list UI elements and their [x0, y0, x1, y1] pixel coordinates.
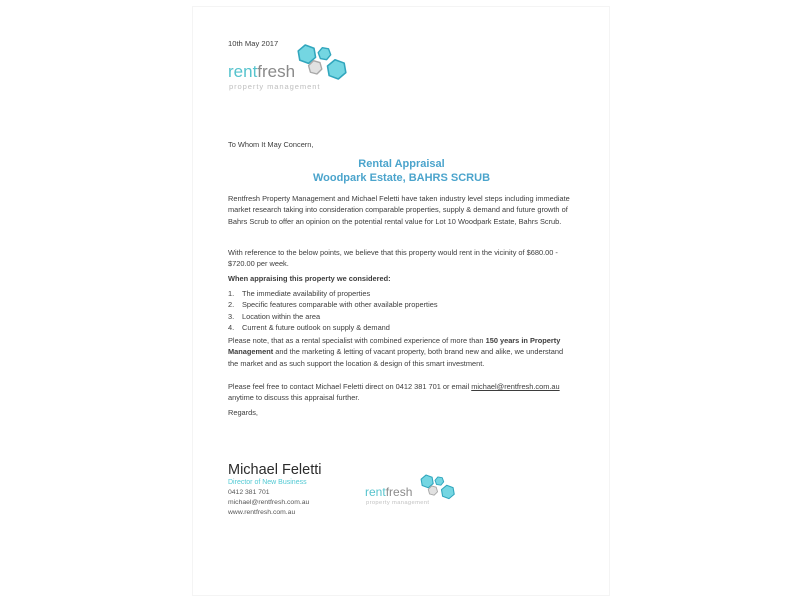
- contact-paragraph: [228, 381, 575, 404]
- list-item-1: [228, 288, 575, 299]
- appraisal-subtitle: Woodpark Estate, BAHRS SCRUB: [312, 171, 491, 184]
- list-item-2: [228, 299, 575, 310]
- intro-paragraph: Rentfresh Property Management and Michael Feletti have taken industry level steps including immediate market research taking into consideration comparable properties, supply & demand and future growth of Bahrs Scrub to offer an opinion on the potential rental value for Lot 10 Woodpark Estate, Bahrs Scrub.: [228, 194, 570, 226]
- list-number: 2.: [228, 300, 235, 310]
- rentfresh-logo-hexagons-icon: [295, 41, 350, 87]
- letter-date: 10th May 2017: [228, 39, 279, 48]
- contact-text-post: anytime to discuss this appraisal further.: [228, 393, 360, 403]
- footer-logo-wordmark: [365, 485, 412, 499]
- signature-phone: 0412 381 701: [228, 489, 270, 496]
- considerations-heading: When appraising this property we considered:: [228, 274, 391, 283]
- list-number: 1.: [228, 289, 235, 298]
- contact-text-pre: Please feel free to contact Michael Feletti direct on 0412 381 701 or email: [228, 382, 472, 391]
- list-item-3: [228, 311, 575, 322]
- list-item-4: [228, 322, 575, 333]
- appraisal-heading: [228, 158, 575, 185]
- logo-tagline: property management: [229, 82, 321, 91]
- closing: Regards,: [228, 408, 258, 417]
- note-paragraph: [228, 335, 575, 369]
- signature-email: michael@rentfresh.com.au: [228, 499, 310, 506]
- email-link[interactable]: michael@rentfresh.com.au: [471, 382, 560, 391]
- signature-website: www.rentfresh.com.au: [228, 509, 296, 516]
- note-text-pre: Please note, that as a rental specialist with combined experience of more than: [228, 336, 486, 345]
- rent-estimate-paragraph: With reference to the below points, we believe that this property would rent in the vicinity of $680.00 - $720.00 per week.: [228, 248, 558, 269]
- note-text-post: and the marketing & letting of vacant property, both brand new and alike, we understand the market and as such support the location & design of this smart investment.: [228, 347, 564, 368]
- list-number: 4.: [228, 322, 235, 332]
- signature-title: Director of New Business: [228, 479, 307, 486]
- list-item-text: Current & future outlook on supply & demand: [242, 322, 390, 332]
- salutation: To Whom It May Concern,: [228, 140, 314, 149]
- considerations-list: [228, 288, 575, 333]
- list-item-text: Location within the area: [242, 311, 321, 321]
- footer-logo-tagline: property management: [366, 500, 430, 506]
- list-item-text: The immediate availability of properties: [242, 289, 371, 298]
- rentfresh-logo-wordmark: [228, 62, 295, 82]
- logo-word-rent: rent: [228, 62, 258, 81]
- appraisal-title: Rental Appraisal: [358, 158, 445, 170]
- note-text-bold: 150 years in Property Management: [228, 336, 561, 357]
- footer-logo-word-fresh: fresh: [385, 485, 413, 499]
- footer-logo-word-rent: rent: [365, 485, 386, 499]
- list-number: 3.: [228, 311, 235, 321]
- signature-name: Michael Feletti: [228, 462, 322, 478]
- logo-word-fresh: fresh: [257, 62, 296, 81]
- list-item-text: Specific features comparable with other available properties: [242, 300, 438, 310]
